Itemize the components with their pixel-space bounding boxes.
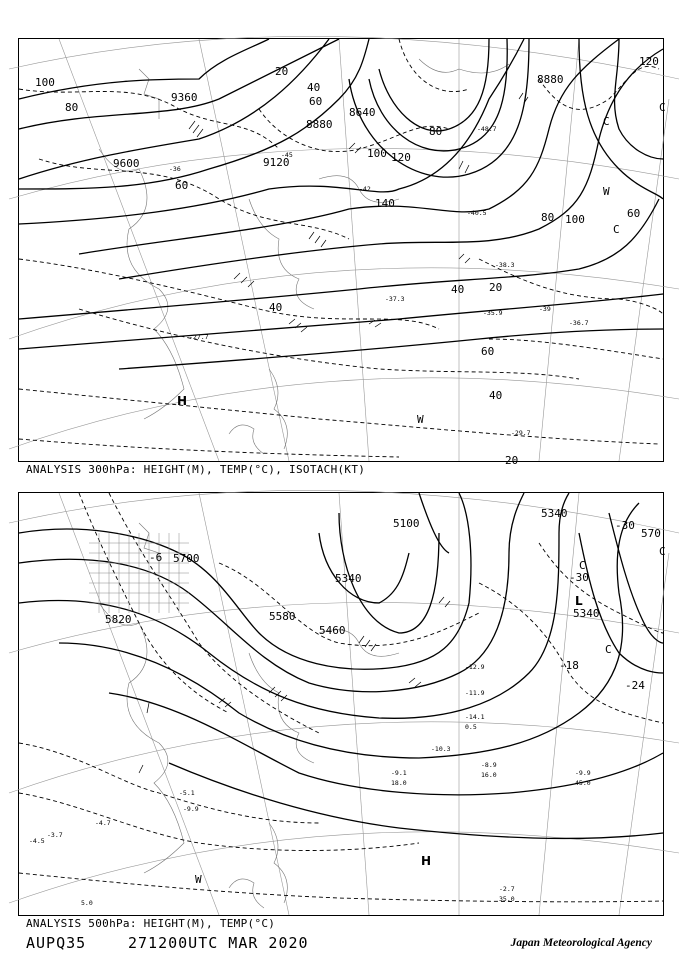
agency-name: Japan Meteorological Agency (510, 937, 652, 949)
isotach-label: 20 (275, 65, 289, 78)
temp-label: -29.7 (511, 429, 531, 437)
temp-label: 35.0 (499, 895, 515, 903)
isotach-label: 80 (541, 211, 555, 224)
warm-symbol: W (603, 185, 610, 198)
contour-labels (35, 55, 659, 467)
height-label: 9360 (171, 91, 198, 104)
temp-label: -4.7 (95, 819, 111, 827)
wind-barbs (139, 597, 450, 773)
height-label: 9600 (113, 157, 140, 170)
height-label: 5820 (105, 613, 132, 626)
cold-symbol: C (613, 223, 620, 236)
pressure-symbols (195, 545, 666, 886)
cold-symbol: C (579, 559, 586, 572)
isotach-label: 80 (65, 101, 79, 114)
isotherms (19, 493, 663, 902)
temp-label: -35.9 (483, 309, 503, 317)
isotach-label: 60 (175, 179, 189, 192)
temp-label: -36 (169, 165, 181, 173)
map-canvas-500hpa (19, 493, 666, 915)
temp-label: -14.1 (465, 713, 485, 721)
high-pressure-symbol: H (177, 394, 188, 408)
temp-label: 0.5 (465, 723, 477, 731)
warm-symbol: W (417, 413, 424, 426)
grid-hatching (89, 533, 189, 613)
temp-label: -27.7 (189, 333, 209, 341)
cold-symbol: C (659, 545, 666, 558)
height-label: 5460 (319, 624, 346, 637)
temp-label: -5.1 (179, 789, 195, 797)
temp-label: -24 (625, 679, 645, 692)
isotach-label: 40 (269, 301, 283, 314)
temp-label: -4.5 (29, 837, 45, 845)
product-code: AUPQ35 (26, 934, 87, 952)
cold-symbol: C (603, 115, 610, 128)
coastlines (99, 59, 509, 454)
isotach-label: 20 (489, 281, 503, 294)
isotach-label: 140 (375, 197, 395, 210)
temp-label: -42 (359, 185, 371, 193)
temp-label: 5.0 (81, 899, 93, 907)
temp-label: -40.5 (467, 209, 487, 217)
graticule (9, 490, 679, 915)
temp-label: -3.7 (47, 831, 63, 839)
panel-caption-300hpa: ANALYSIS 300hPa: HEIGHT(M), TEMP(°C), ISOTACH(KT) (26, 463, 366, 476)
temp-label: 18.0 (391, 779, 407, 787)
isotach-label: 80 (429, 125, 443, 138)
height-label: 5340 (573, 607, 600, 620)
temp-label: -48.7 (477, 125, 497, 133)
height-label: 8880 (306, 118, 333, 131)
temp-label: -11.9 (465, 689, 485, 697)
temp-label: -45 (281, 151, 293, 159)
pressure-symbols (177, 101, 666, 426)
temp-label: -2.7 (499, 885, 515, 893)
height-label: 5580 (269, 610, 296, 623)
map-panel-500hpa (18, 492, 664, 916)
temp-label: -12.9 (465, 663, 485, 671)
temp-label: -9.9 (183, 805, 199, 813)
isotach-label: 40 (307, 81, 321, 94)
temp-label: 16.0 (481, 771, 497, 779)
temp-label: -36.7 (569, 319, 589, 327)
height-label: 5700 (173, 552, 200, 565)
temp-label: -18 (559, 659, 579, 672)
temp-label: -38.3 (495, 261, 515, 269)
cold-symbol: C (605, 643, 612, 656)
panel-caption-500hpa: ANALYSIS 500hPa: HEIGHT(M), TEMP(°C) (26, 917, 276, 930)
contour-labels (29, 507, 661, 907)
temp-label: 45.0 (575, 779, 591, 787)
isotach-label: 40 (451, 283, 465, 296)
temp-label: -37.3 (385, 295, 405, 303)
high-pressure-symbol: H (421, 854, 432, 868)
temp-label: -30 (569, 571, 589, 584)
height-label: 570 (641, 527, 661, 540)
map-canvas-300hpa (19, 39, 666, 467)
isotach-label: 100 (565, 213, 585, 226)
height-label: 5100 (393, 517, 420, 530)
isotach-label: 100 (35, 76, 55, 89)
temp-label: -9.1 (391, 769, 407, 777)
temp-label: -8.9 (481, 761, 497, 769)
temp-label: -39 (539, 305, 551, 313)
temp-label: -30 (615, 519, 635, 532)
cold-symbol: C (659, 101, 666, 114)
temp-label: -10.3 (431, 745, 451, 753)
warm-symbol: W (195, 873, 202, 886)
height-label: 8640 (349, 106, 376, 119)
isotach-label: 60 (309, 95, 323, 108)
isotach-label: 20 (505, 454, 519, 467)
isotach-label: 120 (639, 55, 659, 68)
isotach-label: 60 (627, 207, 641, 220)
height-label: 9120 (263, 156, 290, 169)
height-label: 5340 (541, 507, 568, 520)
isotach-label: 40 (489, 389, 503, 402)
issue-time: 271200UTC MAR 2020 (128, 934, 309, 952)
isotach-label: 60 (481, 345, 495, 358)
temp-label: -9.9 (575, 769, 591, 777)
height-label: 8880 (537, 73, 564, 86)
temp-label: -6 (149, 551, 163, 564)
height-label: 5340 (335, 572, 362, 585)
isotach-label: 100 (367, 147, 387, 160)
isotach-label: 120 (391, 151, 411, 164)
low-pressure-symbol: L (575, 594, 583, 608)
map-panel-300hpa (18, 38, 666, 467)
